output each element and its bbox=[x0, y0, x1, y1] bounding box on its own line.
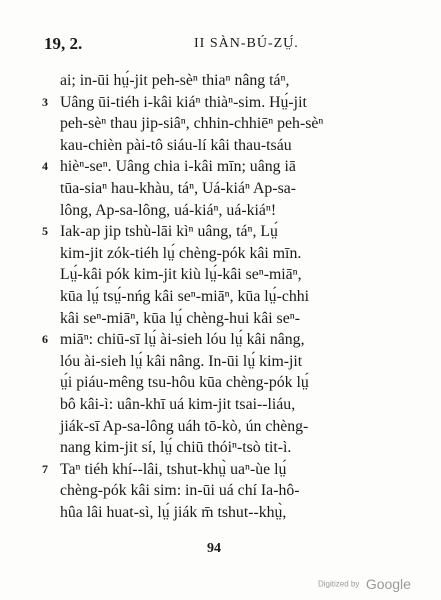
text-line bbox=[42, 200, 402, 222]
line-text: Uâng ūi-tiéh i-kâi kiáⁿ thiàⁿ-sim. Hṳ́-jit bbox=[60, 93, 307, 111]
text-line bbox=[42, 70, 402, 92]
line-text: peh-sèⁿ thau jip-siâⁿ, chhin-chhiēⁿ peh-sèⁿ bbox=[60, 115, 324, 133]
line-text: kâi seⁿ-miāⁿ, kūa lṳ́ chèng-hui kâi seⁿ- bbox=[60, 309, 300, 327]
line-text: nang kim-jit sí, lṳ́ chiū thóiⁿ-tsò tit-ì. bbox=[60, 439, 292, 457]
text-line bbox=[42, 113, 402, 135]
watermark-prefix: Digitized by bbox=[318, 579, 360, 589]
text-line bbox=[42, 351, 402, 373]
page-number: 94 bbox=[207, 541, 221, 556]
verse-number: 4 bbox=[42, 159, 48, 174]
chapter-verse-reference: 19, 2. bbox=[44, 34, 83, 53]
line-text: kau-chièn pài-tô siáu-lí kâi thau-tsáu bbox=[60, 136, 292, 154]
line-text: kim-jit zók-tiéh lṳ́ chèng-pók kâi mīn. bbox=[60, 244, 302, 262]
running-header bbox=[44, 34, 394, 56]
text-line bbox=[42, 308, 402, 330]
line-text: lóu ài-sieh lṳ́ kâi nâng. In-ūi lṳ́ kim-jit bbox=[60, 352, 303, 370]
line-text: jiák-sī Ap-sa-lông uáh tō-kò, ún chèng- bbox=[60, 417, 309, 435]
book-title: II SÀN-BÚ-ZṲ́. bbox=[194, 36, 299, 51]
text-line bbox=[42, 221, 402, 243]
line-text: hûa lâi huat-sì, lṳ́ jiák m̄ tshut--khṳ̀, bbox=[60, 503, 287, 521]
line-text: chèng-pók kâi sim: in-ūi uá chí Ia-hô- bbox=[60, 482, 300, 500]
text-line bbox=[42, 416, 402, 438]
digitized-watermark bbox=[318, 575, 411, 593]
line-text: hièⁿ-seⁿ. Uâng chia i-kâi mīn; uâng iā bbox=[60, 158, 296, 176]
line-text: ṳ́i piáu-mêng tsu-hôu kūa chèng-pók lṳ́ bbox=[60, 374, 309, 392]
line-text: bô kâi-ì: uân-khī uá kim-jit tsai--liáu, bbox=[60, 395, 296, 413]
line-text: tūa-siaⁿ hau-khàu, táⁿ, Uá-kiáⁿ Ap-sa- bbox=[60, 179, 296, 197]
watermark-logo: Google bbox=[365, 575, 411, 592]
line-text: kūa lṳ́ tsṳ́-nńg kâi seⁿ-miāⁿ, kūa lṳ́-chhi bbox=[60, 287, 310, 305]
text-line bbox=[42, 394, 402, 416]
text-line bbox=[42, 502, 402, 524]
verse-number: 3 bbox=[42, 94, 48, 109]
line-text: Lṳ́-kâi pók kim-jit kiù lṳ́-kâi seⁿ-miāⁿ, bbox=[60, 266, 302, 284]
text-line bbox=[42, 480, 402, 502]
verse-number: 7 bbox=[42, 461, 48, 476]
text-line bbox=[42, 372, 402, 394]
text-line bbox=[42, 459, 402, 481]
page-body-text bbox=[42, 70, 402, 523]
text-line bbox=[42, 437, 402, 459]
text-line bbox=[42, 156, 402, 178]
verse-number: 5 bbox=[42, 224, 48, 239]
text-line bbox=[42, 243, 402, 265]
text-line bbox=[42, 92, 402, 114]
text-line bbox=[42, 135, 402, 157]
verse-number: 6 bbox=[42, 332, 48, 347]
line-text: ai; in-ūi hṳ́-jit peh-sèⁿ thiaⁿ nâng táⁿ, bbox=[60, 72, 290, 89]
line-text: Iak-ap jip tshù-lāi kìⁿ uâng, táⁿ, Lṳ́ bbox=[60, 223, 278, 241]
text-line bbox=[42, 329, 402, 351]
line-text: Taⁿ tiéh khí--lâi, tshut-khṳ̀ uaⁿ-ùe lṳ́ bbox=[60, 460, 287, 478]
text-line bbox=[42, 178, 402, 200]
text-line bbox=[42, 264, 402, 286]
text-line bbox=[42, 286, 402, 308]
line-text: miāⁿ: chiū-sī lṳ́ ài-sieh lóu lṳ́ kâi nâng, bbox=[60, 331, 305, 349]
line-text: lông, Ap-sa-lông, uá-kiáⁿ, uá-kiáⁿ! bbox=[60, 201, 277, 219]
